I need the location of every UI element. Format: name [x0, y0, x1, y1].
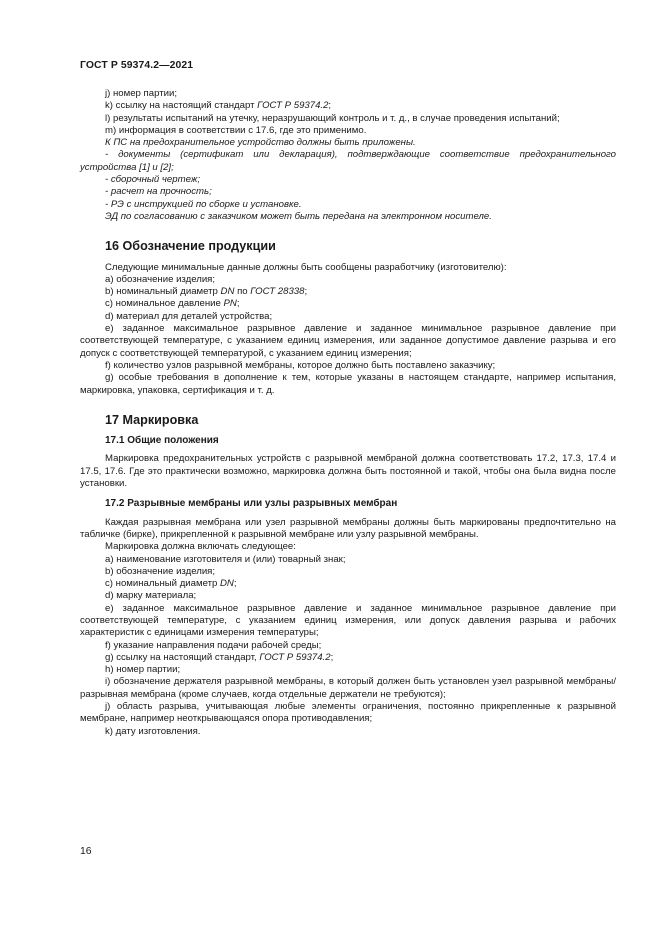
list-item: - документы (сертификат или декларация), подтверждающие соответствие предохранительного устройства [1] и [2]; [80, 149, 616, 173]
list-item: g) ссылку на настоящий стандарт, ГОСТ Р 59374.2; [105, 651, 334, 663]
list-item: К ПС на предохранительное устройство должны быть приложены. [105, 137, 416, 149]
section-16 [80, 262, 616, 397]
list-item: k) дату изготовления. [105, 725, 201, 737]
list-item: f) указание направления подачи рабочей среды; [105, 639, 322, 651]
paragraph: Каждая разрывная мембрана или узел разрывной мембраны должны быть маркированы предпочтительно на табличке (бирке), прикрепленной к разрывной мембране или узлу разрывной мембраны. [80, 516, 616, 540]
section-heading: 16 Обозначение продукции [105, 239, 276, 254]
list-item: d) марку материала; [105, 590, 197, 602]
subsection-heading: 17.1 Общие положения [105, 435, 219, 447]
list-item: d) материал для деталей устройства; [105, 310, 273, 322]
list-item: h) номер партии; [105, 664, 181, 676]
list-item: m) информация в соответствии с 17.6, где это применимо. [105, 124, 367, 136]
list-item: b) номинальный диаметр DN по ГОСТ 28338; [105, 286, 308, 298]
list-item: e) заданное максимальное разрывное давление и заданное минимальное разрывное давление при соответствующей температуре, с указанием единиц измерения, или заданное допустимое давление разрыва и его допуск с соответствующей температурой, с указанием единиц измерения; [80, 323, 616, 359]
list-item: f) количество узлов разрывной мембраны, которое должно быть поставлено заказчику; [105, 359, 496, 371]
section-heading: 17 Маркировка [105, 412, 199, 427]
list-item: j) номер партии; [105, 88, 177, 99]
list-item: a) обозначение изделия; [105, 273, 216, 285]
list-item: - сборочный чертеж; [105, 174, 201, 186]
list-item: k) ссылку на настоящий стандарт ГОСТ Р 59374.2; [105, 100, 332, 112]
list-item: c) номинальное давление PN; [105, 298, 240, 310]
paragraph: Маркировка предохранительных устройств с разрывной мембраной должна соответствовать 17.2, 17.3, 17.4 и 17.5, 17.6. Где это практически возможно, маркировка должна быть постоянной и такой, чтобы она была видна после установки. [80, 453, 616, 490]
section-17-2 [80, 517, 616, 738]
list-item: e) заданное максимальное разрывное давление и заданное минимальное разрывное давление при соответствующей температуре, с указанием единиц измерения, или допуск давления разрыва и рабочих характеристик с единицами измерения температуры; [80, 602, 616, 639]
list-item: j) область разрыва, учитывающая любые элементы ограничения, постоянно прикрепленные к разрывной мембране, например неоткрывающаяся опора противодавления; [80, 701, 616, 725]
list-item: ЭД по согласованию с заказчиком может быть передана на электронном носителе. [105, 210, 492, 222]
list-item: i) обозначение держателя разрывной мембраны, в который должен быть установлен узел разрывной мембраны/разрывная мембрана (кроме случаев, когда отдельные держатели не требуются); [80, 676, 616, 700]
list-item: l) результаты испытаний на утечку, неразрушающий контроль и т. д., в случае проведения испытаний; [105, 112, 560, 124]
section-17-1 [80, 453, 616, 490]
list-item: - РЭ с инструкцией по сборке и установке. [105, 198, 302, 210]
list-item: b) обозначение изделия; [105, 565, 216, 577]
list-item: a) наименование изготовителя и (или) товарный знак; [105, 553, 346, 565]
paragraph: Маркировка должна включать следующее: [105, 541, 296, 553]
subsection-heading: 17.2 Разрывные мембраны или узлы разрывных мембран [105, 498, 398, 510]
document-body [80, 88, 616, 738]
page-number: 16 [80, 846, 92, 857]
list-item: c) номинальный диаметр DN; [105, 578, 237, 590]
list-item: - расчет на прочность; [105, 186, 212, 198]
intro-list [80, 88, 616, 223]
document-header: ГОСТ Р 59374.2—2021 [80, 60, 194, 71]
paragraph: Следующие минимальные данные должны быть сообщены разработчику (изготовителю): [105, 261, 507, 273]
list-item: g) особые требования в дополнение к тем, которые указаны в настоящем стандарте, например испытания, маркировка, упаковка, сертификация и т. д. [80, 372, 616, 396]
